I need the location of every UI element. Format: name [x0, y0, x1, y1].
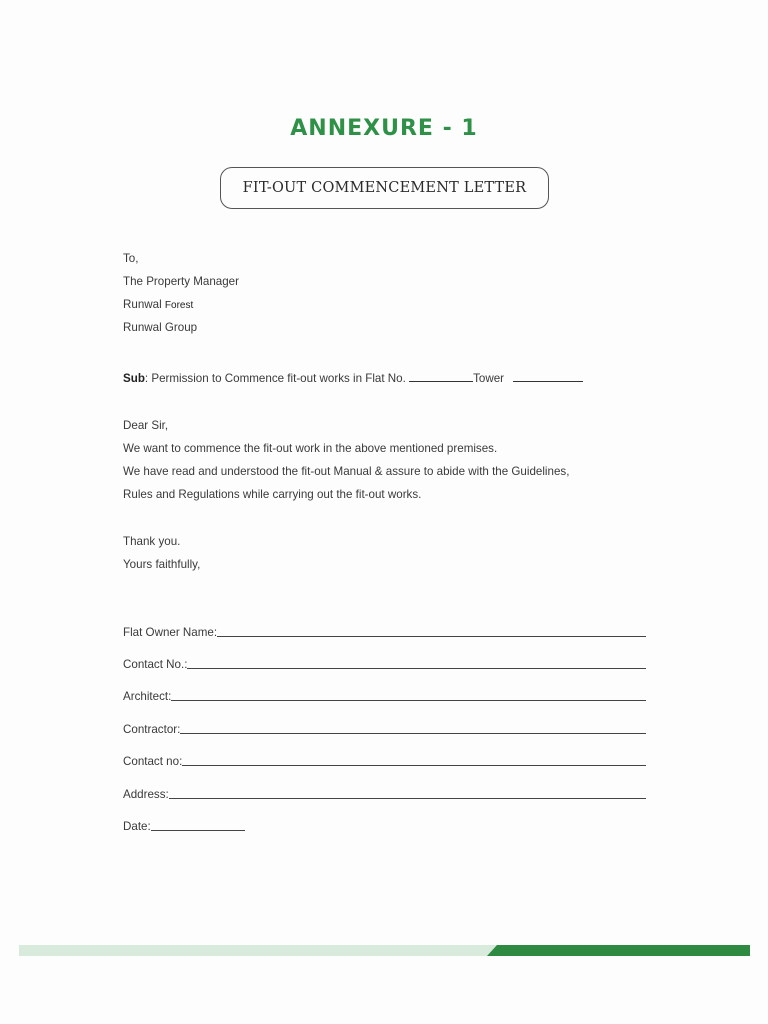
address-line-2-suffix: Forest [164, 300, 194, 311]
body-paragraph-1: We want to commence the fit-out work in the above mentioned premises. [123, 442, 498, 455]
contact-number-line[interactable] [187, 667, 646, 669]
closing-sign-off: Yours faithfully, [123, 558, 201, 571]
closing-thanks: Thank you. [123, 535, 181, 548]
date-line[interactable] [151, 829, 245, 831]
contractor-contact-line[interactable] [182, 764, 646, 766]
contractor-line[interactable] [180, 732, 646, 734]
address-line-2-prefix: Runwal [123, 298, 162, 311]
address-to: To, [123, 252, 139, 265]
contact-number-field[interactable] [123, 658, 646, 671]
address-line-3: Runwal Group [123, 321, 198, 334]
letter-title-box [220, 167, 549, 209]
contractor-contact-label: Contact no: [123, 755, 183, 768]
address-label: Address: [123, 788, 169, 801]
subject-text: : Permission to Commence fit-out works in Flat No. [144, 372, 406, 385]
architect-label: Architect: [123, 690, 172, 703]
body-paragraph-2: We have read and understood the fit-out Manual & assure to abide with the Guidelines, [123, 465, 570, 478]
date-field[interactable] [123, 820, 245, 833]
footer-stripe-light [19, 945, 499, 956]
address-line-2 [123, 298, 193, 311]
address-field[interactable] [123, 788, 646, 801]
architect-field[interactable] [123, 690, 646, 703]
address-line[interactable] [169, 797, 646, 799]
flat-number-blank[interactable] [409, 372, 473, 382]
letter-title: FIT-OUT COMMENCEMENT LETTER [242, 180, 527, 196]
date-label: Date: [123, 820, 151, 833]
footer-stripe-dark [487, 945, 750, 956]
address-line-1: The Property Manager [123, 275, 239, 288]
subject-label: Sub [123, 372, 145, 385]
owner-name-line[interactable] [217, 635, 646, 637]
contractor-field[interactable] [123, 723, 646, 736]
contractor-label: Contractor: [123, 723, 181, 736]
contractor-contact-field[interactable] [123, 755, 646, 768]
architect-line[interactable] [171, 699, 646, 701]
owner-name-field[interactable] [123, 626, 646, 639]
body-paragraph-3: Rules and Regulations while carrying out the fit-out works. [123, 488, 422, 501]
tower-blank[interactable] [513, 372, 583, 382]
subject-line [123, 372, 583, 385]
subject-tower: Tower [473, 372, 505, 385]
salutation: Dear Sir, [123, 419, 169, 432]
owner-name-label: Flat Owner Name: [123, 626, 218, 639]
annexure-title: ANNEXURE - 1 [290, 116, 478, 141]
contact-number-label: Contact No.: [123, 658, 188, 671]
